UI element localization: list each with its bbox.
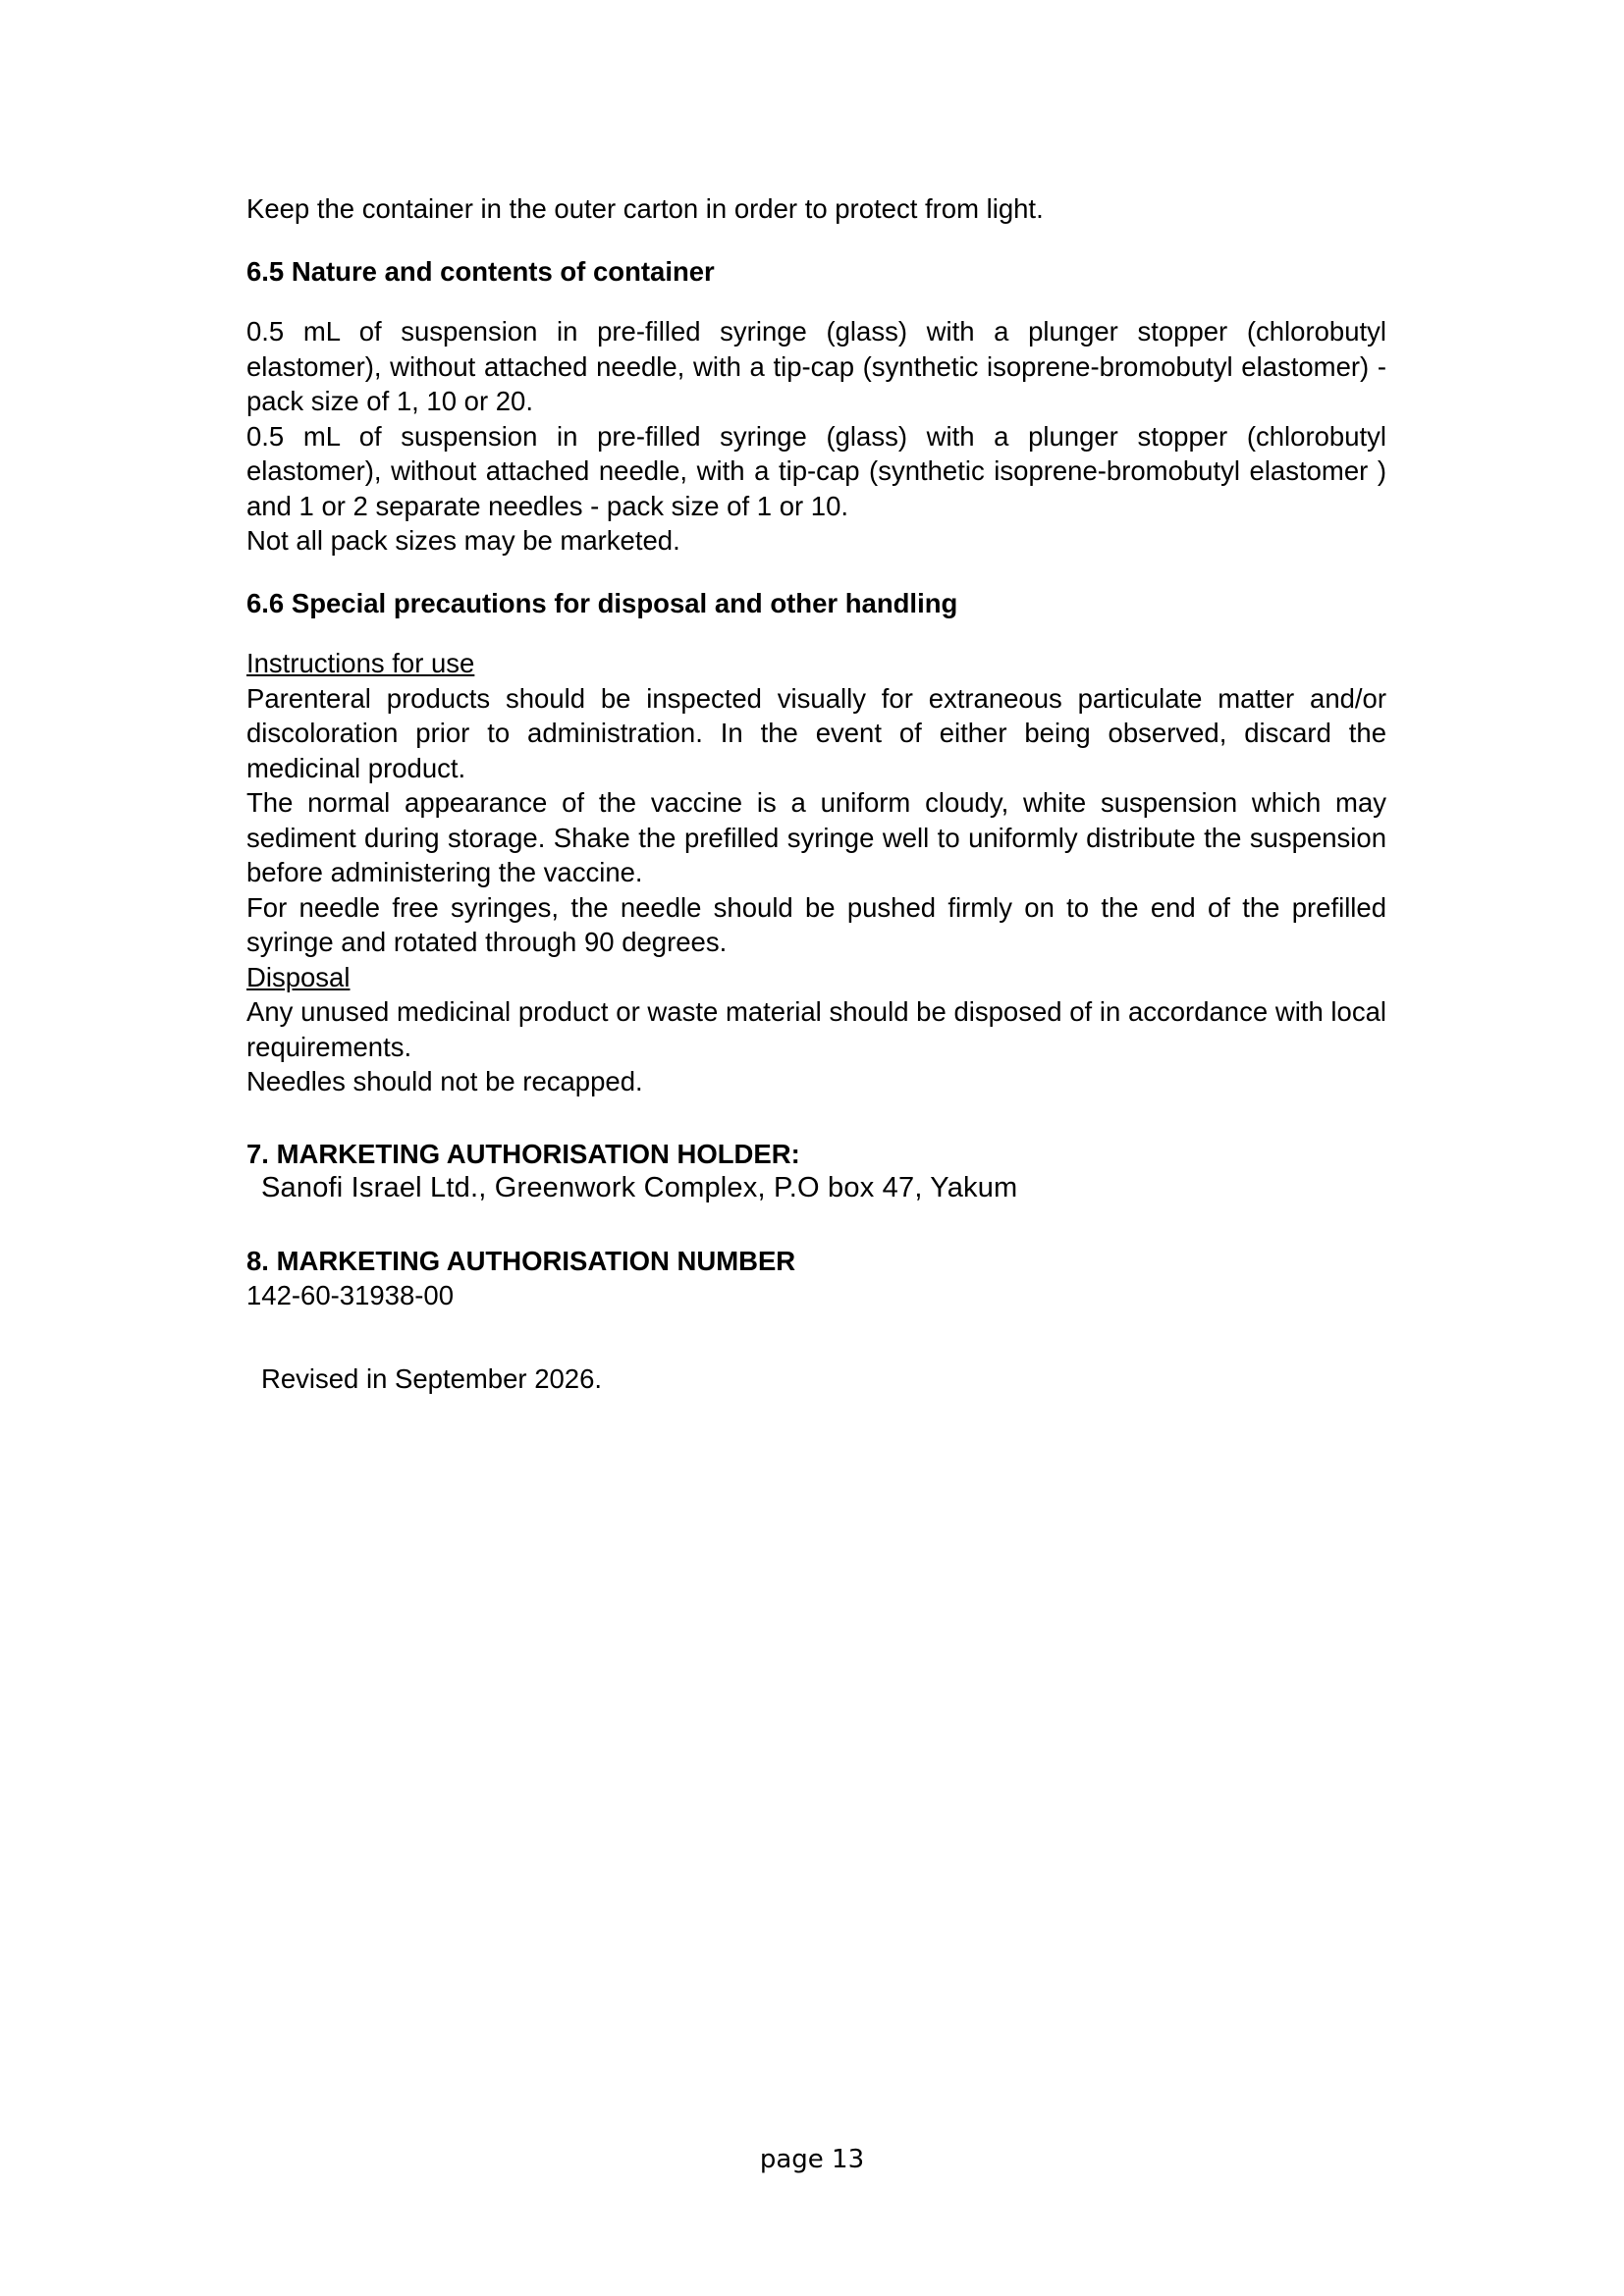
section-6-6-paragraph-1: Parenteral products should be inspected visually for extraneous particulate matter and/or discoloration prior to administration. In the event of either being observed, discard the medicinal product. xyxy=(246,682,1386,783)
instructions-for-use-label: Instructions for use xyxy=(246,648,475,678)
section-6-6-paragraph-3: For needle free syringes, the needle should be pushed firmly on to the end of the prefilled syringe and rotated through 90 degrees. xyxy=(246,891,1386,957)
section-6-5-paragraph-2: 0.5 mL of suspension in pre-filled syringe (glass) with a plunger stopper (chlorobutyl elastomer), without attached needle, with a tip-cap (synthetic isoprene-bromobutyl elastomer ) and 1 or 2 separate needles - pack size of 1 or 10. xyxy=(246,420,1386,521)
marketing-authorisation-number: 142-60-31938-00 xyxy=(246,1280,455,1310)
page-number: page 13 xyxy=(759,2145,865,2174)
disposal-label: Disposal xyxy=(246,961,351,992)
section-6-5-paragraph-1: 0.5 mL of suspension in pre-filled syringe (glass) with a plunger stopper (chlorobutyl elastomer), without attached needle, with a tip-cap (synthetic isoprene-bromobutyl elastomer) - pack size of 1, 10 or 20. xyxy=(246,316,1386,416)
document-body xyxy=(246,191,1386,1396)
marketing-authorisation-holder: Sanofi Israel Ltd., Greenwork Complex, P.O box 47, Yakum xyxy=(261,1172,1018,1203)
section-6-5-paragraph-3: Not all pack sizes may be marketed. xyxy=(246,525,680,556)
section-6-6-paragraph-5: Needles should not be recapped. xyxy=(246,1066,643,1096)
section-8-heading: 8. MARKETING AUTHORISATION NUMBER xyxy=(246,1245,796,1276)
section-6-6-paragraph-4: Any unused medicinal product or waste material should be disposed of in accordance with local requirements. xyxy=(246,996,1386,1062)
section-6-5-heading: 6.5 Nature and contents of container xyxy=(246,255,715,287)
storage-instruction: Keep the container in the outer carton in order to protect from light. xyxy=(246,193,1044,224)
revision-date: Revised in September 2026. xyxy=(261,1362,603,1394)
section-6-6-heading: 6.6 Special precautions for disposal and other handling xyxy=(246,587,958,618)
section-7-heading: 7. MARKETING AUTHORISATION HOLDER: xyxy=(246,1138,800,1169)
section-6-6-paragraph-2: The normal appearance of the vaccine is a uniform cloudy, white suspension which may sediment during storage. Shake the prefilled syringe well to uniformly distribute the suspension before administering the vaccine. xyxy=(246,787,1386,887)
